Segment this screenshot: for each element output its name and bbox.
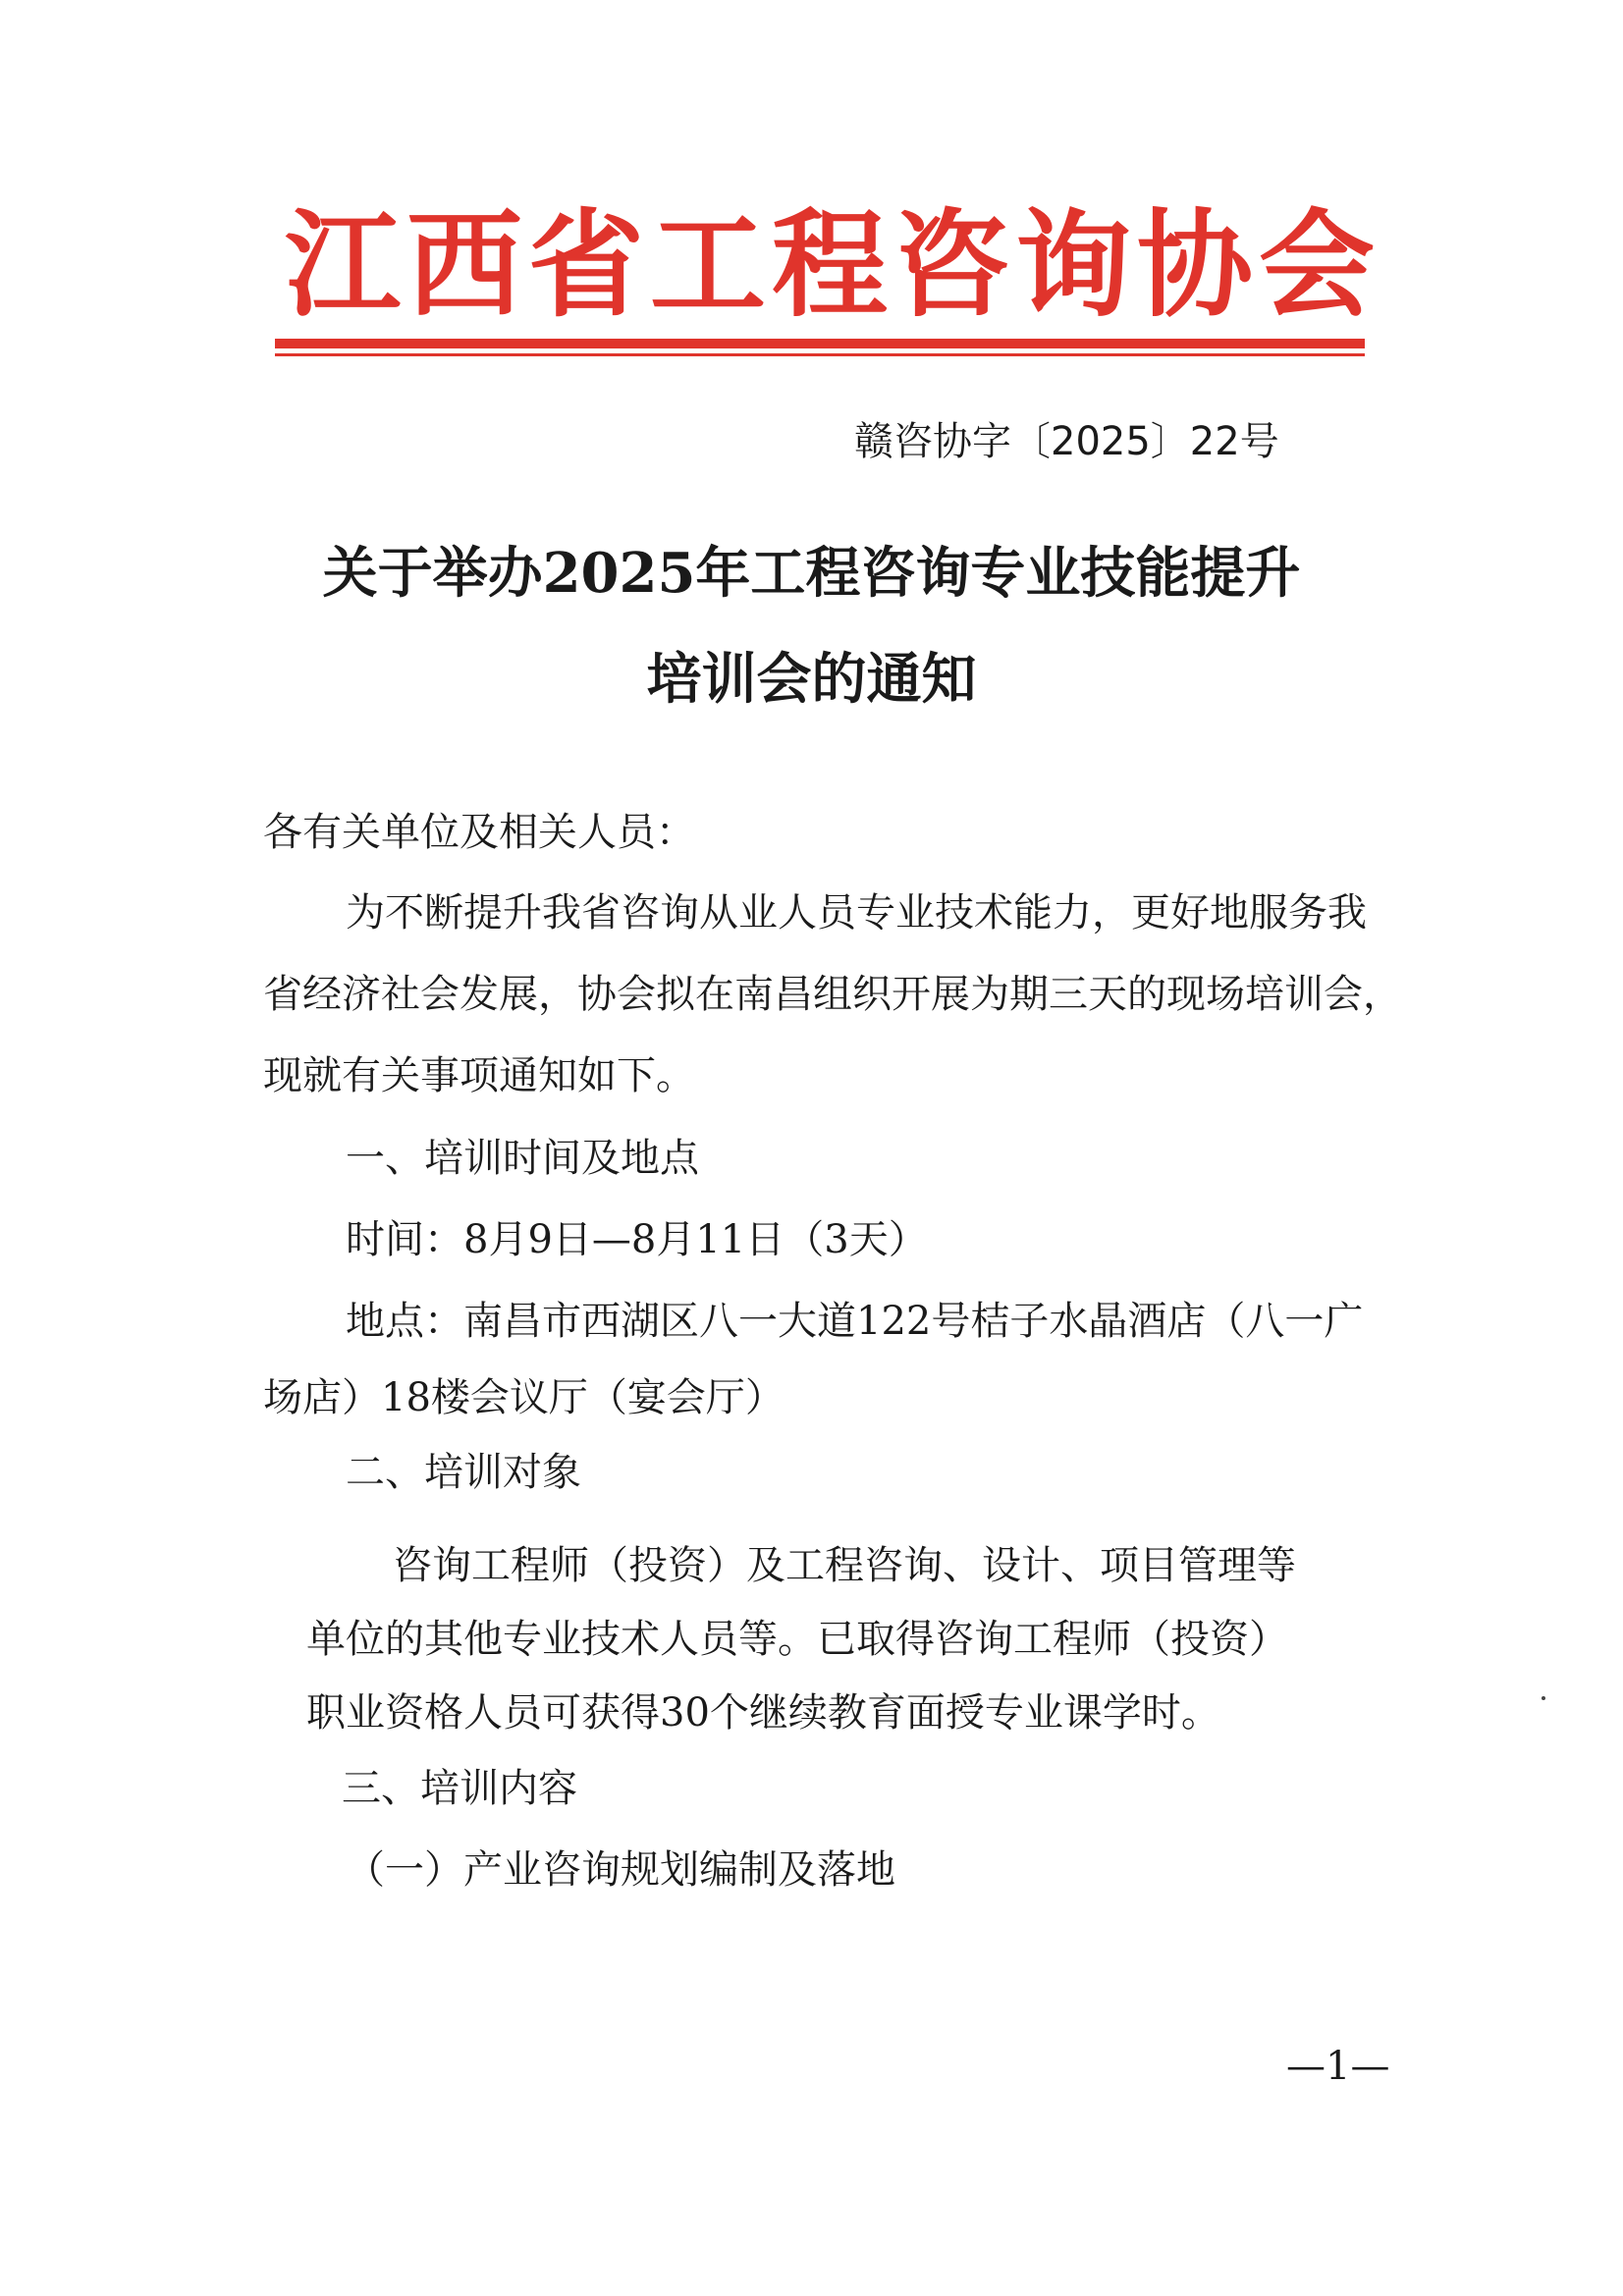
target-audience-line-1: 咨询工程师（投资）及工程咨询、设计、项目管理等 (393, 1543, 1296, 1588)
section-heading-2: 二、培训对象 (346, 1450, 581, 1495)
section-heading-1: 一、培训时间及地点 (346, 1136, 699, 1181)
letterhead-rule-thin (275, 353, 1365, 356)
document-number: 赣咨协字〔2025〕22号 (854, 419, 1279, 464)
intro-paragraph-line-3: 现就有关事项通知如下。 (263, 1053, 695, 1098)
training-time: 时间：8月9日—8月11日（3天） (346, 1217, 928, 1262)
subsection-heading-1: （一）产业咨询规划编制及落地 (346, 1847, 895, 1893)
target-audience-line-3: 职业资格人员可获得30个继续教育面授专业课学时。 (306, 1690, 1220, 1735)
intro-paragraph-line-2: 省经济社会发展，协会拟在南昌组织开展为期三天的现场培训会， (263, 972, 1402, 1017)
section-heading-3: 三、培训内容 (342, 1766, 577, 1811)
training-place-line-2: 场店）18楼会议厅（宴会厅） (263, 1375, 784, 1420)
document-title-line-1: 关于举办2025年工程咨询专业技能提升 (322, 541, 1301, 606)
target-audience-line-2: 单位的其他专业技术人员等。已取得咨询工程师（投资） (306, 1617, 1288, 1662)
letterhead-organization-name: 江西省工程咨询协会 (285, 196, 1381, 333)
salutation: 各有关单位及相关人员： (263, 810, 695, 855)
intro-paragraph-line-1: 为不断提升我省咨询从业人员专业技术能力，更好地服务我 (346, 890, 1367, 935)
document-title-line-2: 培训会的通知 (646, 647, 977, 712)
letterhead-rule-thick (275, 339, 1365, 348)
training-place-line-1: 地点：南昌市西湖区八一大道122号桔子水晶酒店（八一广 (346, 1299, 1364, 1344)
page-number: —1— (1286, 2044, 1390, 2089)
scan-speck (1542, 1696, 1545, 1700)
